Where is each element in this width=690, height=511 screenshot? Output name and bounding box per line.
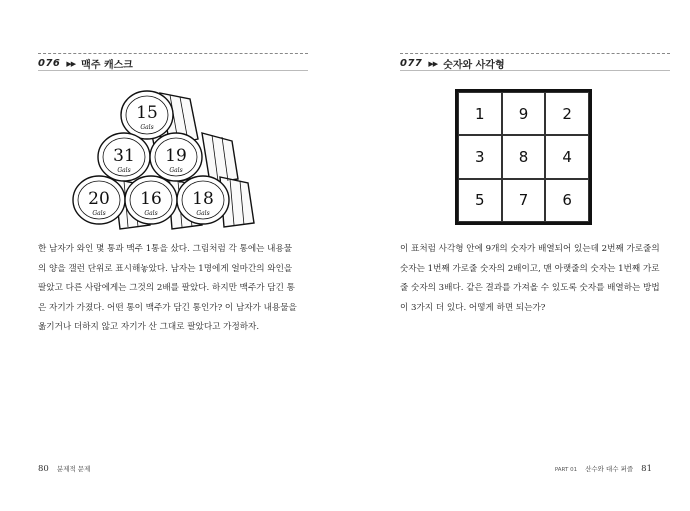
header-underline [400,70,670,71]
text-line: 한 남자가 와인 몇 통과 맥주 1통을 샀다. 그림처럼 각 통에는 내용물 [38,244,293,254]
grid-cell: 9 [502,92,546,135]
footer-label: 분제적 문제 [56,465,91,473]
grid-cell: 7 [502,179,546,222]
barrel-illustration [72,85,262,235]
text-line: 팔았고 다른 사람에게는 그것의 2배를 팔았다. 하지만 맥주가 담긴 통 [38,283,295,293]
page-number: 80 [38,464,49,474]
header-divider [400,53,670,54]
arrows-icon: ▶▶ [66,59,76,68]
barrel-unit: Gals [196,210,210,217]
grid-cell: 8 [502,135,546,178]
text-line: 은 자기가 가졌다. 어떤 통이 맥주가 담긴 통인가? 이 남자가 내용물을 [38,302,297,313]
puzzle-title: 맥주 캐스크 [81,60,133,71]
page-footer [38,464,90,474]
barrel-unit: Gals [144,210,158,217]
text-line: 이 표처럼 사각형 안에 9개의 숫자가 배열되어 있는데 2번째 가로줄의 [400,244,660,254]
puzzle-title: 숫자와 사각형 [443,60,505,71]
barrel-number: 19 [165,146,187,166]
barrel-number: 15 [136,103,158,123]
text-line: 이 3가지 더 있다. 어떻게 하면 되는가? [400,302,546,313]
footer-part: PART 01 [554,467,578,473]
puzzle-number: 077 [400,58,423,69]
barrel-number: 18 [192,189,214,209]
grid-cell: 6 [545,179,589,222]
barrel-number: 16 [140,189,162,209]
barrel-unit: Gals [169,167,183,174]
page-number: 81 [641,464,652,474]
grid-cell: 5 [458,179,502,222]
barrel-number: 20 [88,189,110,209]
header-divider [38,53,308,54]
right-page [345,0,690,511]
puzzle-number: 076 [38,58,61,69]
barrel-unit: Gals [117,167,131,174]
footer-label: 산수와 대수 퍼즐 [585,465,634,473]
grid-cell: 4 [545,135,589,178]
header-underline [38,70,308,71]
puzzle-text [38,240,310,338]
text-line: 줄 숫자의 3배다. 같은 결과를 가져올 수 있도록 숫자를 배열하는 방법 [400,283,660,293]
barrel-unit: Gals [92,210,106,217]
number-grid [455,89,592,225]
grid-cell: 1 [458,92,502,135]
barrel-number: 31 [113,146,135,166]
arrows-icon: ▶▶ [428,59,438,68]
text-line: 숫자는 1번째 가로줄 숫자의 2배이고, 맨 아랫줄의 숫자는 1번째 가로 [400,263,660,274]
text-line: 옮기거나 더하지 않고 자기가 산 그대로 팔았다고 가정하자. [38,322,260,332]
puzzle-header [400,56,505,71]
puzzle-text [400,240,672,318]
grid-cell: 2 [545,92,589,135]
text-line: 의 양을 갤런 단위로 표시해놓았다. 남자는 1명에게 얼마간의 와인을 [38,263,293,274]
page-footer [555,464,652,474]
grid-cell: 3 [458,135,502,178]
puzzle-header [38,56,133,71]
barrel-unit: Gals [140,124,154,131]
